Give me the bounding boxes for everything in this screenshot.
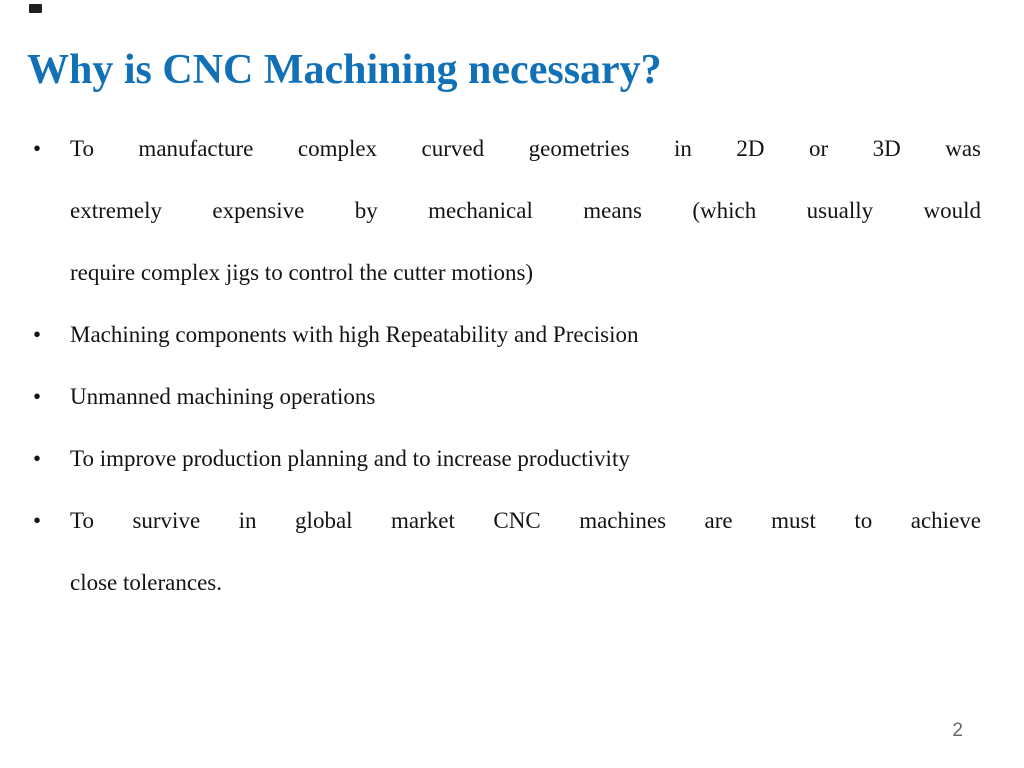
bullet-text	[70, 428, 981, 490]
bullet-line: Machining components with high Repeatability and Precision	[70, 322, 639, 347]
bullet-line: To survive in global market CNC machines are must to achieve	[70, 508, 981, 533]
bullet-item	[30, 304, 981, 366]
bullet-line: extremely expensive by mechanical means (which usually would	[70, 198, 981, 223]
bullet-item	[30, 366, 981, 428]
bullet-marker-icon: •	[33, 446, 42, 471]
bullet-text	[70, 118, 981, 304]
slide-title: Why is CNC Machining necessary?	[27, 47, 662, 94]
bullet-text	[70, 366, 981, 428]
bullet-marker-icon: •	[33, 136, 42, 161]
page-number: 2	[952, 720, 963, 741]
bullet-line: To improve production planning and to increase productivity	[70, 446, 630, 471]
bullet-text	[70, 490, 981, 614]
bullet-list	[30, 118, 981, 614]
bullet-item	[30, 428, 981, 490]
bullet-line: require complex jigs to control the cutter motions)	[70, 260, 534, 285]
bullet-line: Unmanned machining operations	[70, 384, 376, 409]
bullet-marker-icon: •	[33, 384, 42, 409]
bullet-item	[30, 118, 981, 304]
corner-mark	[29, 4, 42, 13]
bullet-marker-icon: •	[33, 322, 42, 347]
bullet-text	[70, 304, 981, 366]
bullet-line: close tolerances.	[70, 570, 222, 595]
bullet-line: To manufacture complex curved geometries in 2D or 3D was	[70, 136, 981, 161]
bullet-marker-icon: •	[33, 508, 42, 533]
bullet-item	[30, 490, 981, 614]
